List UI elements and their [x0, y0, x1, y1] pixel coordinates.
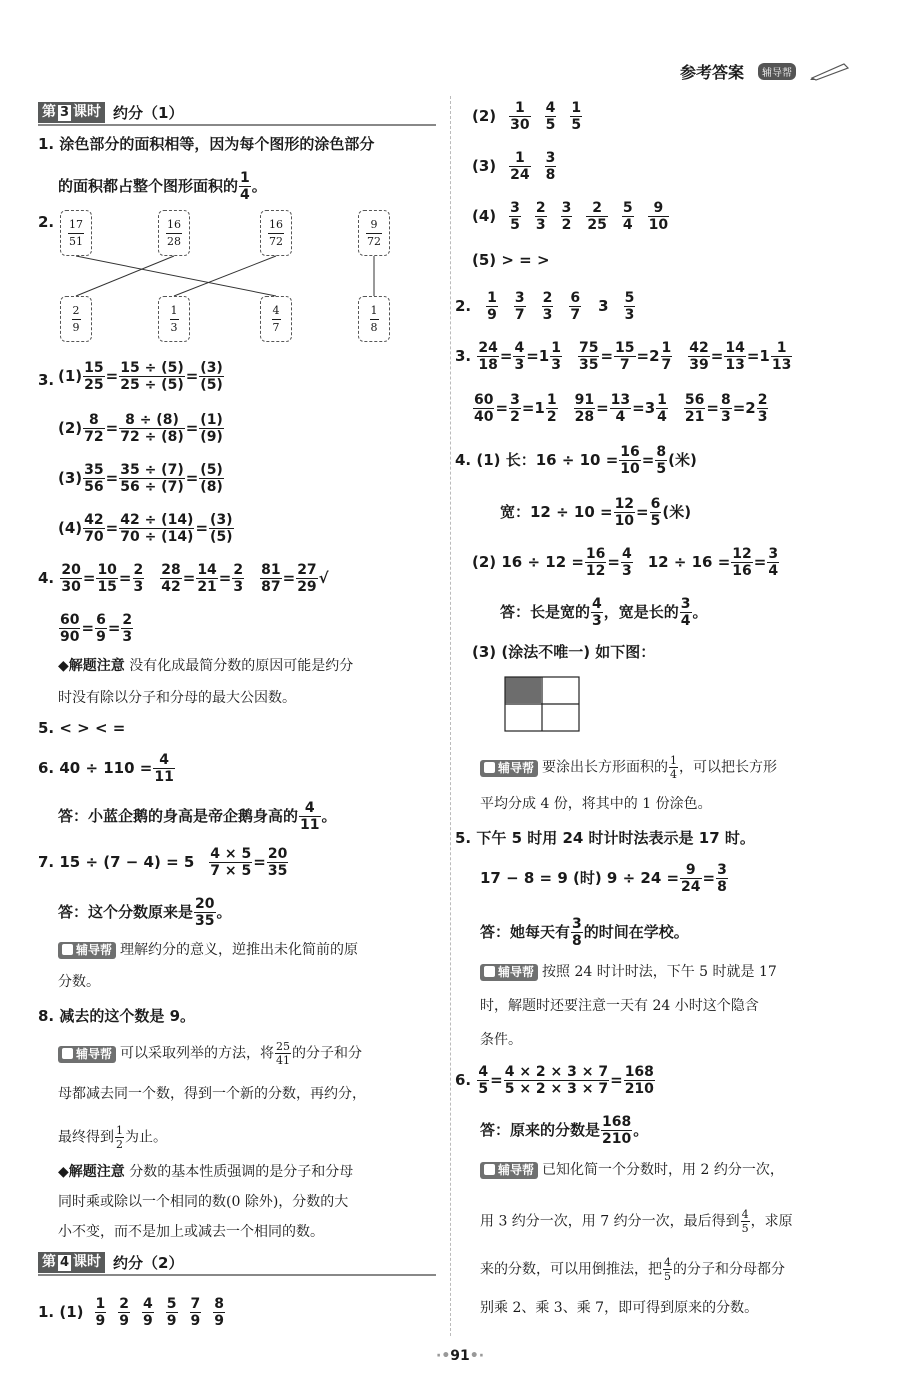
l4-q1: 1. (1) $\frac{1}{9}$ $\frac{2}{9}$ $\frac{4}{9}$ $\frac{5}{9}$ $\frac{7}{9}$ $\frac{8}{9}$	[38, 1296, 225, 1329]
q6-expr: 6. 40 ÷ 110 = $\frac{4}{11}$	[38, 752, 174, 785]
q2-connector-line	[76, 256, 276, 296]
integer-answer: 3	[598, 297, 609, 315]
help4-line1: 辅导帮 要涂出长方形面积的 $\frac{1}{4}$ ，可以把长方形	[480, 754, 777, 781]
r-q2: (2) $\frac{1}{30}$ $\frac{4}{5}$ $\frac{1}{5}$	[472, 100, 582, 133]
fraction: $\frac{6}{7}$	[570, 290, 581, 323]
fraction: $\frac{1}{30}$	[510, 100, 530, 133]
q3-3: (3) $\frac{35}{56}$ = $\frac{35 \div (7)}{56 \div (7)}$ = $\frac{(5)}{(8)}$	[58, 462, 223, 495]
q2-bottom-box	[260, 296, 292, 342]
help8-line3: 最终得到 $\frac{1}{2}$ 为止。	[58, 1124, 167, 1151]
fraction: $\frac{4}{5}$	[545, 100, 556, 133]
q3-1: (1) $\frac{15}{25}$ = $\frac{15 \div (5)}{25 \div (5)}$ = $\frac{(3)}{(5)}$	[58, 360, 223, 393]
page-header-tag: 辅导帮	[758, 63, 796, 80]
column-divider	[450, 96, 451, 1336]
help4-line2: 平均分成 4 份，将其中的 1 份涂色。	[480, 796, 712, 812]
heading-rule	[38, 1274, 436, 1276]
help7-line1: 辅导帮 理解约分的意义，逆推出未化简前的原	[58, 940, 358, 960]
r-q3: (3) $\frac{1}{24}$ $\frac{3}{8}$	[472, 150, 556, 183]
q2-top-box	[60, 210, 92, 256]
r-q5: (5) > = >	[472, 251, 550, 269]
q2-label: 2.	[38, 213, 55, 231]
page-header-title: 参考答案	[680, 63, 745, 82]
q2-top-box	[358, 210, 390, 256]
fraction: $\frac{3}{8}$	[545, 150, 556, 183]
fraction: $\frac{1}{3}$	[170, 303, 178, 334]
q5: 5. < > < =	[38, 719, 126, 737]
helper-badge: 辅导帮	[480, 964, 538, 981]
help7-line2: 分数。	[58, 974, 100, 990]
help6-line1: 辅导帮 已知化简一个分数时，用 2 约分一次，	[480, 1160, 784, 1180]
lesson-title: 约分（1）	[113, 104, 184, 122]
q4-line1: 4. $\frac{20}{30}$ = $\frac{10}{15}$ = $\frac{2}{3}$ $\frac{28}{42}$ = $\frac{14}{21}$ = $\frac{2}{3}$ $\frac{81}{87}$ = $\frac{27}{29}$ √	[38, 562, 329, 595]
q2-bottom-box	[60, 296, 92, 342]
fraction: $\frac{8}{9}$	[214, 1296, 225, 1329]
fraction: $\frac{2}{25}$	[587, 200, 607, 233]
r-n5-line1: 5. 下午 5 时用 24 时计时法表示是 17 时。	[455, 829, 755, 847]
fraction: $\frac{2}{3}$	[535, 200, 546, 233]
tip2-line3: 小不变，而不是加上或减去一个相同的数。	[58, 1224, 324, 1240]
q3-label: 3.	[38, 371, 55, 389]
fraction: $\frac{1}{8}$	[370, 303, 378, 334]
fraction: $\frac{2}{9}$	[72, 303, 80, 334]
r-n6: 6. $\frac{4}{5}$ = $\frac{4 \times 2 \times 3 \times 7}{5 \times 2 \times 3 \times 7}$ = $\frac{168}{210}$	[455, 1064, 654, 1097]
fraction: $\frac{5}{3}$	[624, 290, 635, 323]
r-n2: 2. $\frac{1}{9}$ $\frac{3}{7}$ $\frac{2}{3}$ $\frac{6}{7}$ 3 $\frac{5}{3}$	[455, 290, 635, 323]
help5-line2: 时，解题时还要注意一天有 24 小时这个隐含	[480, 998, 759, 1014]
tip1-line1: ◆解题注意 没有化成最简分数的原因可能是约分	[58, 658, 354, 674]
q3-4: (4) $\frac{42}{70}$ = $\frac{42 \div (14)}{70 \div (14)}$ = $\frac{(3)}{(5)}$	[58, 512, 233, 545]
tip2-line2: 同时乘或除以一个相同的数(0 除外)，分数的大	[58, 1194, 349, 1210]
r-n5-answer: 答：她每天有 $\frac{3}{8}$ 的时间在学校。	[480, 916, 689, 949]
fraction: $\frac{4}{9}$	[143, 1296, 153, 1329]
r-n4-wide: 宽：12 ÷ 10 = $\frac{12}{10}$ = $\frac{6}{5}$ (米)	[500, 496, 692, 529]
q7-answer: 答：这个分数原来是 $\frac{20}{35}$ 。	[58, 896, 232, 929]
fraction: $\frac{3}{2}$	[561, 200, 572, 233]
help5-line3: 条件。	[480, 1032, 522, 1048]
fraction: $\frac{2}{9}$	[119, 1296, 130, 1329]
fraction: $\frac{7}{9}$	[190, 1296, 201, 1329]
helper-badge: 辅导帮	[58, 942, 116, 959]
q2-bottom-box	[358, 296, 390, 342]
q6-answer: 答：小蓝企鹅的身高是帝企鹅身高的 $\frac{4}{11}$ 。	[58, 800, 337, 833]
pencil-icon	[808, 58, 852, 86]
lesson-4-heading: 第 4 课时 约分（2）	[38, 1252, 183, 1273]
r-n4-answer: 答：长是宽的 $\frac{4}{3}$ ，宽是长的 $\frac{3}{4}$ 。	[500, 596, 708, 629]
fraction: $\frac{3}{5}$	[510, 200, 520, 233]
fraction: $\frac{3}{7}$	[514, 290, 525, 323]
q2-connector-line	[76, 256, 174, 296]
r-n4-2: (2) 16 ÷ 12 = $\frac{16}{12}$ = $\frac{4}{3}$ 12 ÷ 16 = $\frac{12}{16}$ = $\frac{3}{4}$	[472, 546, 779, 579]
q3-2: (2) $\frac{8}{72}$ = $\frac{8 \div (8)}{72 \div (8)}$ = $\frac{(1)}{(9)}$	[58, 412, 223, 445]
q4-line2: $\frac{60}{90}$ = $\frac{6}{9}$ = $\frac{2}{3}$	[60, 612, 133, 645]
fraction: $\frac{1}{9}$	[487, 290, 497, 323]
q2-connector-line	[174, 256, 276, 296]
r-n3-line1: 3. $\frac{24}{18}$ = $\frac{4}{3}$ =1 $\frac{1}{3}$ $\frac{75}{35}$ = $\frac{15}{7}$ =2 $\frac{1}{7}$ $\frac{42}{39}$ = $\frac{14}{13}$ =1 $\frac{1}{13}$	[455, 340, 792, 373]
fraction: $\frac{16}{72}$	[269, 217, 283, 248]
fraction: $\frac{1}{24}$	[510, 150, 530, 183]
help6-line2: 用 3 约分一次，用 7 约分一次，最后得到 $\frac{4}{5}$ ，求原	[480, 1208, 793, 1235]
tip1-line2: 时没有除以分子和分母的最大公因数。	[58, 690, 296, 706]
helper-badge: 辅导帮	[480, 1162, 538, 1179]
fraction: $\frac{1}{9}$	[95, 1296, 106, 1329]
help8-line1: 辅导帮 可以采取列举的方法，将 $\frac{25}{41}$ 的分子和分	[58, 1040, 362, 1067]
fraction: $\frac{4}{7}$	[272, 303, 280, 334]
fraction: $\frac{9}{10}$	[648, 200, 669, 233]
helper-badge: 辅导帮	[58, 1046, 116, 1063]
q7-expr: 7. 15 ÷ (7 − 4) = 5 $\frac{4 \times 5}{7 \times 5}$ = $\frac{20}{35}$	[38, 846, 288, 879]
fraction: $\frac{1}{5}$	[571, 100, 582, 133]
q2-top-box	[260, 210, 292, 256]
r-q4: (4) $\frac{3}{5}$ $\frac{2}{3}$ $\frac{3}{2}$ $\frac{2}{25}$ $\frac{5}{4}$ $\frac{9}{10}$	[472, 200, 669, 233]
fraction: $\frac{2}{3}$	[542, 290, 553, 323]
r-n6-answer: 答：原来的分数是 $\frac{168}{210}$ 。	[480, 1114, 649, 1147]
helper-badge: 辅导帮	[480, 760, 538, 777]
shaded-rectangle-figure	[504, 676, 580, 736]
r-n4-1: 4. (1) 长：16 ÷ 10 = $\frac{16}{10}$ = $\frac{8}{5}$ (米)	[455, 444, 697, 477]
r-n3-line2: $\frac{60}{40}$ = $\frac{3}{2}$ =1 $\frac{1}{2}$ $\frac{91}{28}$ = $\frac{13}{4}$ =3 $\frac{1}{4}$ $\frac{56}{21}$ = $\frac{8}{3}$ =2 $\frac{2}{3}$	[474, 392, 768, 425]
fraction: $\frac{5}{4}$	[622, 200, 633, 233]
fraction: $\frac{9}{72}$	[367, 217, 381, 248]
fraction: $\frac{16}{28}$	[167, 217, 181, 248]
help6-line3: 来的分数，可以用倒推法，把 $\frac{4}{5}$ 的分子和分母都分	[480, 1256, 785, 1283]
q1-line1: 1. 涂色部分的面积相等，因为每个图形的涂色部分	[38, 135, 375, 153]
r-n5-expr: 17 − 8 = 9 (时) 9 ÷ 24 = $\frac{9}{24}$ = $\frac{3}{8}$	[480, 862, 727, 895]
help6-line4: 别乘 2、乘 3、乘 7，即可得到原来的分数。	[480, 1300, 759, 1316]
lesson-3-heading: 第 3 课时 约分（1）	[38, 102, 183, 123]
help5-line1: 辅导帮 按照 24 时计时法，下午 5 时就是 17	[480, 962, 777, 982]
q1-line2: 的面积都占整个图形面积的 $\frac{1}{4}$ 。	[58, 170, 267, 203]
r-n4-3: (3) (涂法不唯一) 如下图：	[472, 643, 656, 661]
tip2-line1: ◆解题注意 分数的基本性质强调的是分子和分母	[58, 1164, 354, 1180]
page-number: ·•91•·	[436, 1348, 485, 1364]
q2-bottom-box	[158, 296, 190, 342]
help8-line2: 母都减去同一个数，得到一个新的分数，再约分，	[58, 1086, 366, 1102]
q2-top-box	[158, 210, 190, 256]
fraction: $\frac{5}{9}$	[166, 1296, 177, 1329]
lesson-title: 约分（2）	[113, 1254, 184, 1272]
check-mark: √	[318, 569, 329, 587]
q8: 8. 减去的这个数是 9。	[38, 1007, 196, 1025]
fraction: $\frac{17}{51}$	[69, 217, 83, 248]
